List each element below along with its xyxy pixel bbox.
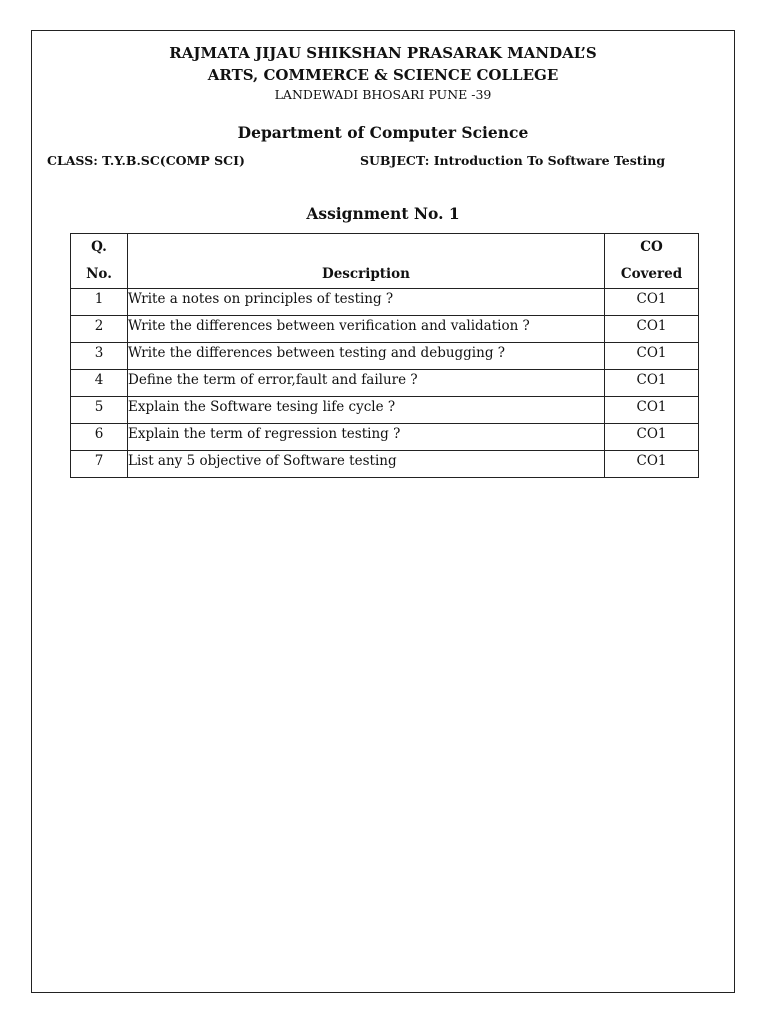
page-border (31, 30, 735, 993)
question-number: 4 (71, 370, 128, 397)
class-label: CLASS: T.Y.B.SC(COMP SCI) (47, 153, 245, 168)
question-description: Explain the term of regression testing ? (128, 424, 605, 451)
question-description: Define the term of error,fault and failure ? (128, 370, 605, 397)
co-covered: CO1 (605, 370, 699, 397)
co-covered: CO1 (605, 397, 699, 424)
assignment-table (70, 233, 699, 478)
table-row (71, 289, 699, 316)
question-number: 2 (71, 316, 128, 343)
assignment-title: Assignment No. 1 (306, 204, 460, 223)
organization-name: RAJMATA JIJAU SHIKSHAN PRASARAK MANDAL’S (169, 44, 597, 62)
co-covered: CO1 (605, 289, 699, 316)
college-name: ARTS, COMMERCE & SCIENCE COLLEGE (207, 66, 559, 84)
table-row (71, 424, 699, 451)
question-description: Write the differences between testing and debugging ? (128, 343, 605, 370)
table-row (71, 316, 699, 343)
question-number: 5 (71, 397, 128, 424)
header-co-line1: CO (640, 239, 663, 255)
table-row (71, 343, 699, 370)
table-row (71, 397, 699, 424)
subject-label: SUBJECT: Introduction To Software Testing (360, 153, 666, 168)
question-description: Write the differences between verification and validation ? (128, 316, 605, 343)
header-question-number (71, 234, 128, 289)
question-number: 7 (71, 451, 128, 478)
question-number: 3 (71, 343, 128, 370)
department-title: Department of Computer Science (237, 123, 529, 142)
header-qno-line1: Q. (91, 239, 107, 255)
header-qno-line2: No. (86, 266, 112, 282)
header-description: Description (128, 234, 605, 289)
question-description: Explain the Software tesing life cycle ? (128, 397, 605, 424)
question-number: 6 (71, 424, 128, 451)
question-number: 1 (71, 289, 128, 316)
question-description: List any 5 objective of Software testing (128, 451, 605, 478)
table-header-row (71, 234, 699, 289)
question-description: Write a notes on principles of testing ? (128, 289, 605, 316)
college-address: LANDEWADI BHOSARI PUNE -39 (274, 87, 492, 102)
co-covered: CO1 (605, 424, 699, 451)
co-covered: CO1 (605, 451, 699, 478)
co-covered: CO1 (605, 316, 699, 343)
co-covered: CO1 (605, 343, 699, 370)
table-row (71, 451, 699, 478)
header-co-line2: Covered (620, 266, 683, 282)
table-row (71, 370, 699, 397)
header-co-covered (605, 234, 699, 289)
